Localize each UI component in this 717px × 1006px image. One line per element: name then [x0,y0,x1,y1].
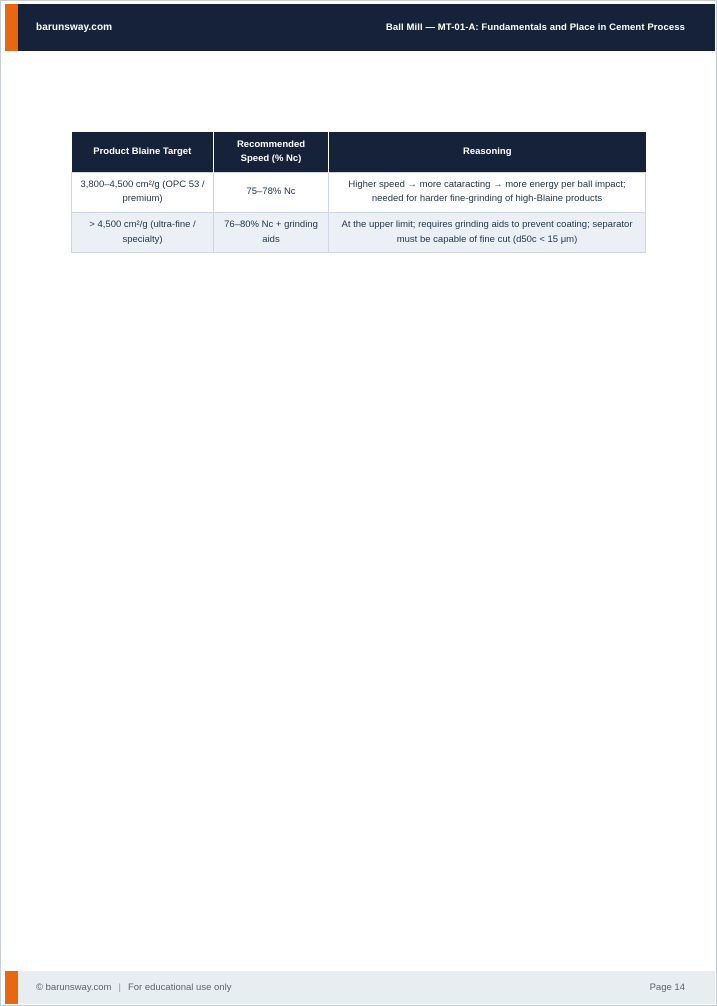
blaine-speed-table-container [71,132,645,253]
footer-orange-accent [5,971,18,1004]
cell-recommended-speed: 76–80% Nc + grinding aids [214,212,329,252]
blaine-speed-table [71,132,646,253]
header-band [18,4,715,51]
cell-blaine-target: > 4,500 cm²/g (ultra-fine / specialty) [72,212,214,252]
table-header-row [72,132,646,172]
header-site-name: barunsway.com [36,22,113,33]
footer-page-number: Page 14 [649,982,685,993]
cell-recommended-speed: 75–78% Nc [214,172,329,212]
cell-blaine-target: 3,800–4,500 cm²/g (OPC 53 / premium) [72,172,214,212]
table-row [72,172,646,212]
cell-reasoning: At the upper limit; requires grinding aids to prevent coating; separator must be capable of fine cut (d50c < 15 μm) [329,212,646,252]
table-row [72,212,646,252]
footer-separator: | [118,982,121,993]
page-footer [5,971,715,1004]
col-header-product-blaine-target: Product Blaine Target [72,132,214,172]
footer-copyright: © barunsway.com [36,982,112,993]
col-header-recommended-speed: Recommended Speed (% Nc) [214,132,329,172]
footer-band [18,971,715,1004]
col-header-reasoning: Reasoning [329,132,646,172]
cell-reasoning: Higher speed → more cataracting → more energy per ball impact; needed for harder fine-grinding of high-Blaine products [329,172,646,212]
header-document-title: Ball Mill — MT-01-A: Fundamentals and Place in Cement Process [385,22,685,33]
footer-left-text [36,982,231,993]
header-orange-accent [5,4,18,51]
footer-note: For educational use only [127,982,232,993]
page-header [5,4,715,51]
